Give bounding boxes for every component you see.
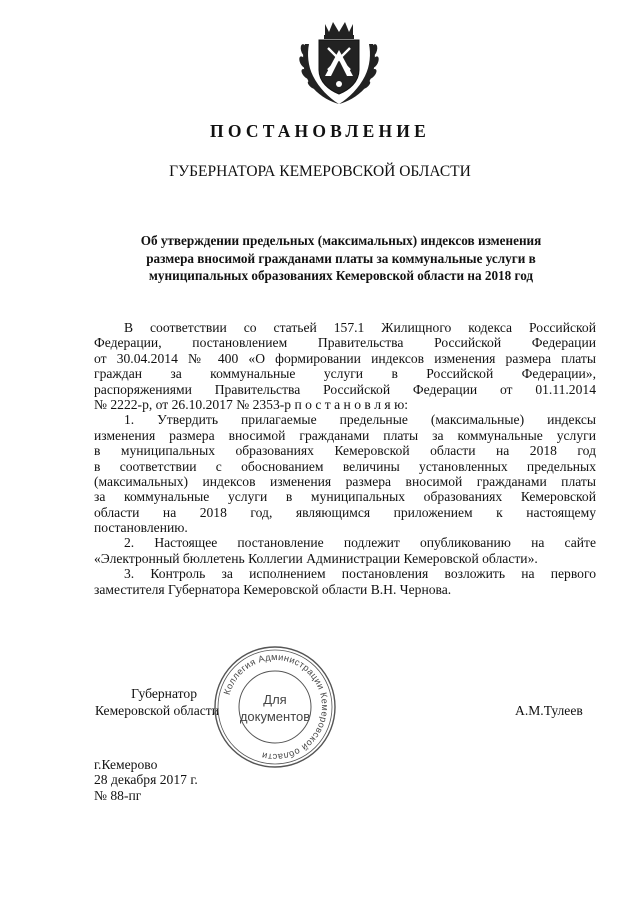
signatory-title-line: Губернатор bbox=[131, 686, 197, 701]
preamble-paragraph bbox=[94, 320, 596, 412]
text-line: в муниципальных образованиях Кемеровской области на 2018 год bbox=[94, 443, 596, 459]
place-of-issue: г.Кемерово bbox=[94, 757, 158, 772]
subject-line: размера вносимой гражданами платы за коммунальные услуги в bbox=[146, 250, 536, 266]
text-line: 2. Настоящее постановление подлежит опубликованию на сайте bbox=[124, 535, 596, 551]
text-line: распоряжениями Правительства Российской Федерации от 01.11.2014 bbox=[94, 381, 596, 397]
text-line: постановлению. bbox=[94, 520, 188, 536]
stamp-center-text: документов bbox=[239, 709, 311, 724]
text-line: за коммунальные услуги в муниципальных образованиях Кемеровской bbox=[94, 489, 596, 505]
document-type-heading: ПОСТАНОВЛЕНИЕ bbox=[210, 121, 430, 141]
document-number: № 88-пг bbox=[94, 787, 142, 803]
svg-text:Коллегия Администрации Кемеров bbox=[222, 652, 330, 762]
text-line: Федерации, постановлением Правительства Российской Федерации bbox=[94, 335, 596, 351]
text-line: заместителя Губернатора Кемеровской области В.Н. Чернова. bbox=[94, 581, 452, 597]
item-1-paragraph bbox=[94, 412, 596, 535]
item-2-paragraph bbox=[94, 535, 596, 566]
document-body bbox=[94, 320, 596, 597]
subject-line: Об утверждении предельных (максимальных) индексов изменения bbox=[140, 233, 542, 248]
official-stamp bbox=[210, 642, 340, 772]
text-line: 1. Утвердить прилагаемые предельные (максимальные) индексы bbox=[124, 412, 596, 428]
item-3-paragraph bbox=[94, 566, 596, 597]
text-line: граждан за коммунальные услуги в Российской Федерации», bbox=[94, 366, 596, 382]
text-line: изменения размера вносимой гражданами платы за коммунальные услуги bbox=[94, 427, 596, 443]
coat-of-arms-icon bbox=[295, 18, 383, 108]
text-line: (максимальных) индексов изменения размера вносимой гражданами платы bbox=[94, 473, 596, 489]
signatory-title bbox=[94, 685, 219, 719]
text-line: № 2222-р, от 26.10.2017 № 2353-р п о с т а н о в л я ю: bbox=[94, 396, 409, 412]
issuer-heading: ГУБЕРНАТОРА КЕМЕРОВСКОЙ ОБЛАСТИ bbox=[169, 163, 471, 180]
text-line: от 30.04.2014 № 400 «О формировании индексов изменения размера платы bbox=[94, 350, 596, 366]
subject-line: муниципальных образованиях Кемеровской области на 2018 год bbox=[148, 268, 534, 283]
document-footer bbox=[94, 757, 198, 803]
text-line: в соответствии с обоснованием величины установленных предельных bbox=[94, 458, 596, 474]
stamp-center-text: Для bbox=[263, 692, 287, 707]
text-line: «Электронный бюллетень Коллегии Администрации Кемеровской области». bbox=[94, 550, 538, 566]
text-line: области на 2018 год, являющимся приложением к настоящему bbox=[94, 504, 596, 520]
document-subject bbox=[110, 232, 572, 285]
signatory-name: А.М.Тулеев bbox=[515, 703, 583, 718]
issue-date: 28 декабря 2017 г. bbox=[94, 772, 198, 788]
stamp-ring-text: Коллегия Администрации Кемеровской области bbox=[221, 651, 331, 763]
text-line: 3. Контроль за исполнением постановления возложить на первого bbox=[124, 566, 596, 582]
signatory-title-line: Кемеровской области bbox=[94, 703, 219, 719]
text-line: В соответствии со статьей 157.1 Жилищного кодекса Российской bbox=[124, 320, 596, 335]
